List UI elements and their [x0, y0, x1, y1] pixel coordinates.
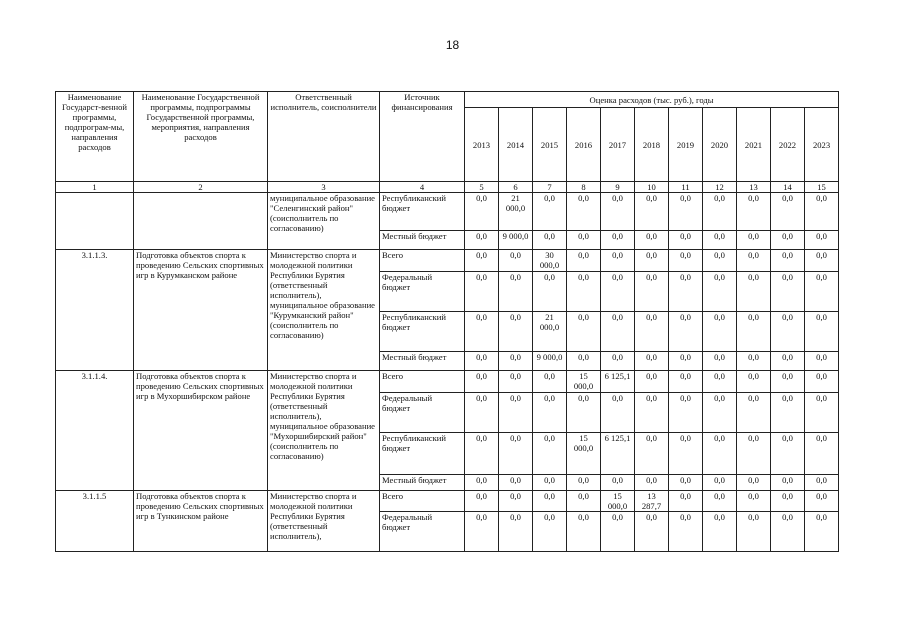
column-index: 1 [56, 182, 134, 193]
value-cell: 0,0 [567, 193, 601, 231]
value-cell: 0,0 [465, 475, 499, 491]
value-cell: 0,0 [635, 475, 669, 491]
source-cell: Федеральный бюджет [380, 512, 465, 552]
measure-code: 3.1.1.5 [56, 491, 134, 552]
value-cell: 0,0 [465, 272, 499, 312]
year-header: 2015 [533, 108, 567, 182]
column-index: 15 [805, 182, 839, 193]
column-index: 6 [499, 182, 533, 193]
value-cell: 0,0 [533, 475, 567, 491]
table-row [56, 193, 839, 231]
expenditure-table [55, 91, 839, 552]
value-cell: 0,0 [771, 491, 805, 512]
year-header: 2022 [771, 108, 805, 182]
measure-name: Подготовка объектов спорта к проведению Сельских спортивных игр в Мухоршибирском районе [134, 371, 268, 491]
value-cell: 0,0 [703, 371, 737, 393]
value-cell: 0,0 [465, 371, 499, 393]
value-cell: 0,0 [499, 433, 533, 475]
value-cell: 21 000,0 [499, 193, 533, 231]
executor-cell: Министерство спорта и молодежной политики Республики Бурятия (ответственный исполнитель), муниципальное образование "Мухоршибирский район" (соисполнитель по согласованию) [268, 371, 380, 491]
column-index: 7 [533, 182, 567, 193]
source-cell: Республиканский бюджет [380, 433, 465, 475]
value-cell: 0,0 [601, 512, 635, 552]
value-cell: 0,0 [499, 512, 533, 552]
value-cell: 0,0 [737, 512, 771, 552]
value-cell: 0,0 [669, 193, 703, 231]
value-cell: 0,0 [805, 272, 839, 312]
value-cell: 0,0 [533, 193, 567, 231]
value-cell: 15 000,0 [567, 371, 601, 393]
year-header: 2019 [669, 108, 703, 182]
header-source: Источник финансирования [380, 92, 465, 182]
year-header: 2018 [635, 108, 669, 182]
value-cell: 0,0 [669, 475, 703, 491]
value-cell: 0,0 [635, 433, 669, 475]
value-cell: 0,0 [465, 491, 499, 512]
value-cell: 0,0 [737, 352, 771, 371]
measure-cell [134, 193, 268, 250]
year-header: 2016 [567, 108, 601, 182]
value-cell: 0,0 [567, 312, 601, 352]
source-cell: Местный бюджет [380, 352, 465, 371]
value-cell: 0,0 [737, 231, 771, 250]
value-cell: 0,0 [805, 371, 839, 393]
header-expenses: Оценка расходов (тыс. руб.), годы [465, 92, 839, 108]
value-cell: 0,0 [669, 250, 703, 272]
value-cell: 0,0 [771, 352, 805, 371]
value-cell: 6 125,1 [601, 371, 635, 393]
value-cell: 0,0 [601, 312, 635, 352]
value-cell: 0,0 [703, 231, 737, 250]
source-cell: Республиканский бюджет [380, 193, 465, 231]
value-cell: 0,0 [771, 371, 805, 393]
value-cell: 21 000,0 [533, 312, 567, 352]
column-index-row [56, 182, 839, 193]
value-cell: 0,0 [465, 393, 499, 433]
value-cell: 0,0 [635, 371, 669, 393]
year-header: 2023 [805, 108, 839, 182]
value-cell: 0,0 [737, 491, 771, 512]
measure-name: Подготовка объектов спорта к проведению Сельских спортивных игр в Курумканском районе [134, 250, 268, 371]
value-cell: 0,0 [567, 352, 601, 371]
column-index: 13 [737, 182, 771, 193]
value-cell: 0,0 [737, 193, 771, 231]
source-cell: Местный бюджет [380, 475, 465, 491]
value-cell: 0,0 [805, 491, 839, 512]
value-cell: 0,0 [805, 231, 839, 250]
value-cell: 9 000,0 [499, 231, 533, 250]
column-index: 5 [465, 182, 499, 193]
value-cell: 0,0 [805, 250, 839, 272]
value-cell: 0,0 [669, 272, 703, 312]
value-cell: 0,0 [737, 312, 771, 352]
column-index: 4 [380, 182, 465, 193]
value-cell: 0,0 [635, 193, 669, 231]
value-cell: 0,0 [601, 393, 635, 433]
value-cell: 0,0 [771, 312, 805, 352]
value-cell: 0,0 [567, 231, 601, 250]
value-cell: 0,0 [533, 371, 567, 393]
year-header: 2021 [737, 108, 771, 182]
year-header: 2017 [601, 108, 635, 182]
source-cell: Республиканский бюджет [380, 312, 465, 352]
value-cell: 15 000,0 [601, 491, 635, 512]
program-cell [56, 193, 134, 250]
value-cell: 0,0 [465, 312, 499, 352]
header-row [56, 92, 839, 108]
value-cell: 0,0 [601, 272, 635, 312]
value-cell: 0,0 [703, 272, 737, 312]
source-cell: Местный бюджет [380, 231, 465, 250]
value-cell: 0,0 [533, 491, 567, 512]
value-cell: 0,0 [499, 393, 533, 433]
column-index: 2 [134, 182, 268, 193]
value-cell: 0,0 [533, 272, 567, 312]
value-cell: 0,0 [703, 352, 737, 371]
value-cell: 0,0 [737, 250, 771, 272]
value-cell: 0,0 [771, 193, 805, 231]
value-cell: 0,0 [805, 312, 839, 352]
value-cell: 0,0 [703, 312, 737, 352]
header-executor: Ответственный исполнитель, соисполнители [268, 92, 380, 182]
source-cell: Федеральный бюджет [380, 272, 465, 312]
value-cell: 0,0 [635, 272, 669, 312]
year-header: 2013 [465, 108, 499, 182]
value-cell: 0,0 [703, 393, 737, 433]
column-index: 8 [567, 182, 601, 193]
value-cell: 0,0 [669, 512, 703, 552]
value-cell: 0,0 [737, 475, 771, 491]
source-cell: Всего [380, 371, 465, 393]
value-cell: 0,0 [601, 475, 635, 491]
value-cell: 0,0 [771, 433, 805, 475]
value-cell: 0,0 [465, 433, 499, 475]
value-cell: 0,0 [533, 231, 567, 250]
value-cell: 0,0 [771, 393, 805, 433]
column-index: 9 [601, 182, 635, 193]
source-cell: Всего [380, 491, 465, 512]
value-cell: 0,0 [601, 231, 635, 250]
value-cell: 0,0 [737, 393, 771, 433]
value-cell: 0,0 [669, 231, 703, 250]
value-cell: 0,0 [703, 491, 737, 512]
measure-code: 3.1.1.4. [56, 371, 134, 491]
table-row [56, 371, 839, 393]
value-cell: 0,0 [567, 512, 601, 552]
value-cell: 0,0 [533, 393, 567, 433]
value-cell: 0,0 [805, 193, 839, 231]
value-cell: 0,0 [567, 475, 601, 491]
value-cell: 9 000,0 [533, 352, 567, 371]
value-cell: 0,0 [669, 491, 703, 512]
value-cell: 0,0 [737, 272, 771, 312]
value-cell: 0,0 [771, 475, 805, 491]
value-cell: 0,0 [499, 475, 533, 491]
value-cell: 0,0 [499, 371, 533, 393]
value-cell: 0,0 [737, 433, 771, 475]
value-cell: 0,0 [567, 272, 601, 312]
header-measure: Наименование Государственной программы, подпрограммы Государственной программы, мероприятия, направления расходов [134, 92, 268, 182]
page-number: 18 [445, 38, 460, 52]
value-cell: 0,0 [533, 512, 567, 552]
value-cell: 0,0 [499, 352, 533, 371]
value-cell: 15 000,0 [567, 433, 601, 475]
value-cell: 0,0 [805, 512, 839, 552]
value-cell: 0,0 [635, 312, 669, 352]
column-index: 14 [771, 182, 805, 193]
value-cell: 0,0 [635, 250, 669, 272]
value-cell: 0,0 [465, 352, 499, 371]
value-cell: 0,0 [737, 371, 771, 393]
executor-cell: Министерство спорта и молодежной политики Республики Бурятия (ответственный исполнитель), [268, 491, 380, 552]
value-cell: 13 287,7 [635, 491, 669, 512]
value-cell: 0,0 [499, 272, 533, 312]
value-cell: 0,0 [771, 512, 805, 552]
value-cell: 0,0 [771, 250, 805, 272]
value-cell: 0,0 [601, 193, 635, 231]
year-header: 2020 [703, 108, 737, 182]
table-row [56, 491, 839, 512]
value-cell: 0,0 [669, 393, 703, 433]
value-cell: 0,0 [635, 393, 669, 433]
value-cell: 0,0 [567, 393, 601, 433]
value-cell: 0,0 [601, 352, 635, 371]
value-cell: 0,0 [635, 231, 669, 250]
value-cell: 0,0 [499, 312, 533, 352]
value-cell: 0,0 [669, 371, 703, 393]
value-cell: 0,0 [499, 250, 533, 272]
header-program: Наименование Государст-венной программы, подпрограм-мы, направления расходов [56, 92, 134, 182]
value-cell: 0,0 [669, 433, 703, 475]
table-row [56, 250, 839, 272]
executor-cell: Министерство спорта и молодежной политики Республики Бурятия (ответственный исполнитель), муниципальное образование "Курумканский район" (соисполнитель по согласованию) [268, 250, 380, 371]
value-cell: 0,0 [465, 193, 499, 231]
value-cell: 0,0 [669, 352, 703, 371]
column-index: 12 [703, 182, 737, 193]
value-cell: 0,0 [669, 312, 703, 352]
value-cell: 0,0 [703, 193, 737, 231]
column-index: 3 [268, 182, 380, 193]
value-cell: 0,0 [465, 512, 499, 552]
value-cell: 0,0 [499, 491, 533, 512]
value-cell: 0,0 [465, 250, 499, 272]
value-cell: 0,0 [805, 475, 839, 491]
value-cell: 0,0 [805, 352, 839, 371]
value-cell: 30 000,0 [533, 250, 567, 272]
value-cell: 0,0 [805, 433, 839, 475]
value-cell: 0,0 [771, 231, 805, 250]
measure-code: 3.1.1.3. [56, 250, 134, 371]
value-cell: 0,0 [703, 250, 737, 272]
column-index: 11 [669, 182, 703, 193]
value-cell: 0,0 [567, 491, 601, 512]
executor-cell: муниципальное образование "Селенгинский район" (соисполнитель по согласованию) [268, 193, 380, 250]
column-index: 10 [635, 182, 669, 193]
value-cell: 0,0 [635, 352, 669, 371]
value-cell: 0,0 [805, 393, 839, 433]
value-cell: 0,0 [703, 475, 737, 491]
measure-name: Подготовка объектов спорта к проведению Сельских спортивных игр в Тункинском районе [134, 491, 268, 552]
value-cell: 0,0 [533, 433, 567, 475]
value-cell: 0,0 [567, 250, 601, 272]
value-cell: 0,0 [771, 272, 805, 312]
value-cell: 0,0 [601, 250, 635, 272]
value-cell: 0,0 [635, 512, 669, 552]
year-header: 2014 [499, 108, 533, 182]
source-cell: Всего [380, 250, 465, 272]
value-cell: 0,0 [465, 231, 499, 250]
value-cell: 0,0 [703, 512, 737, 552]
value-cell: 0,0 [703, 433, 737, 475]
source-cell: Федеральный бюджет [380, 393, 465, 433]
value-cell: 6 125,1 [601, 433, 635, 475]
